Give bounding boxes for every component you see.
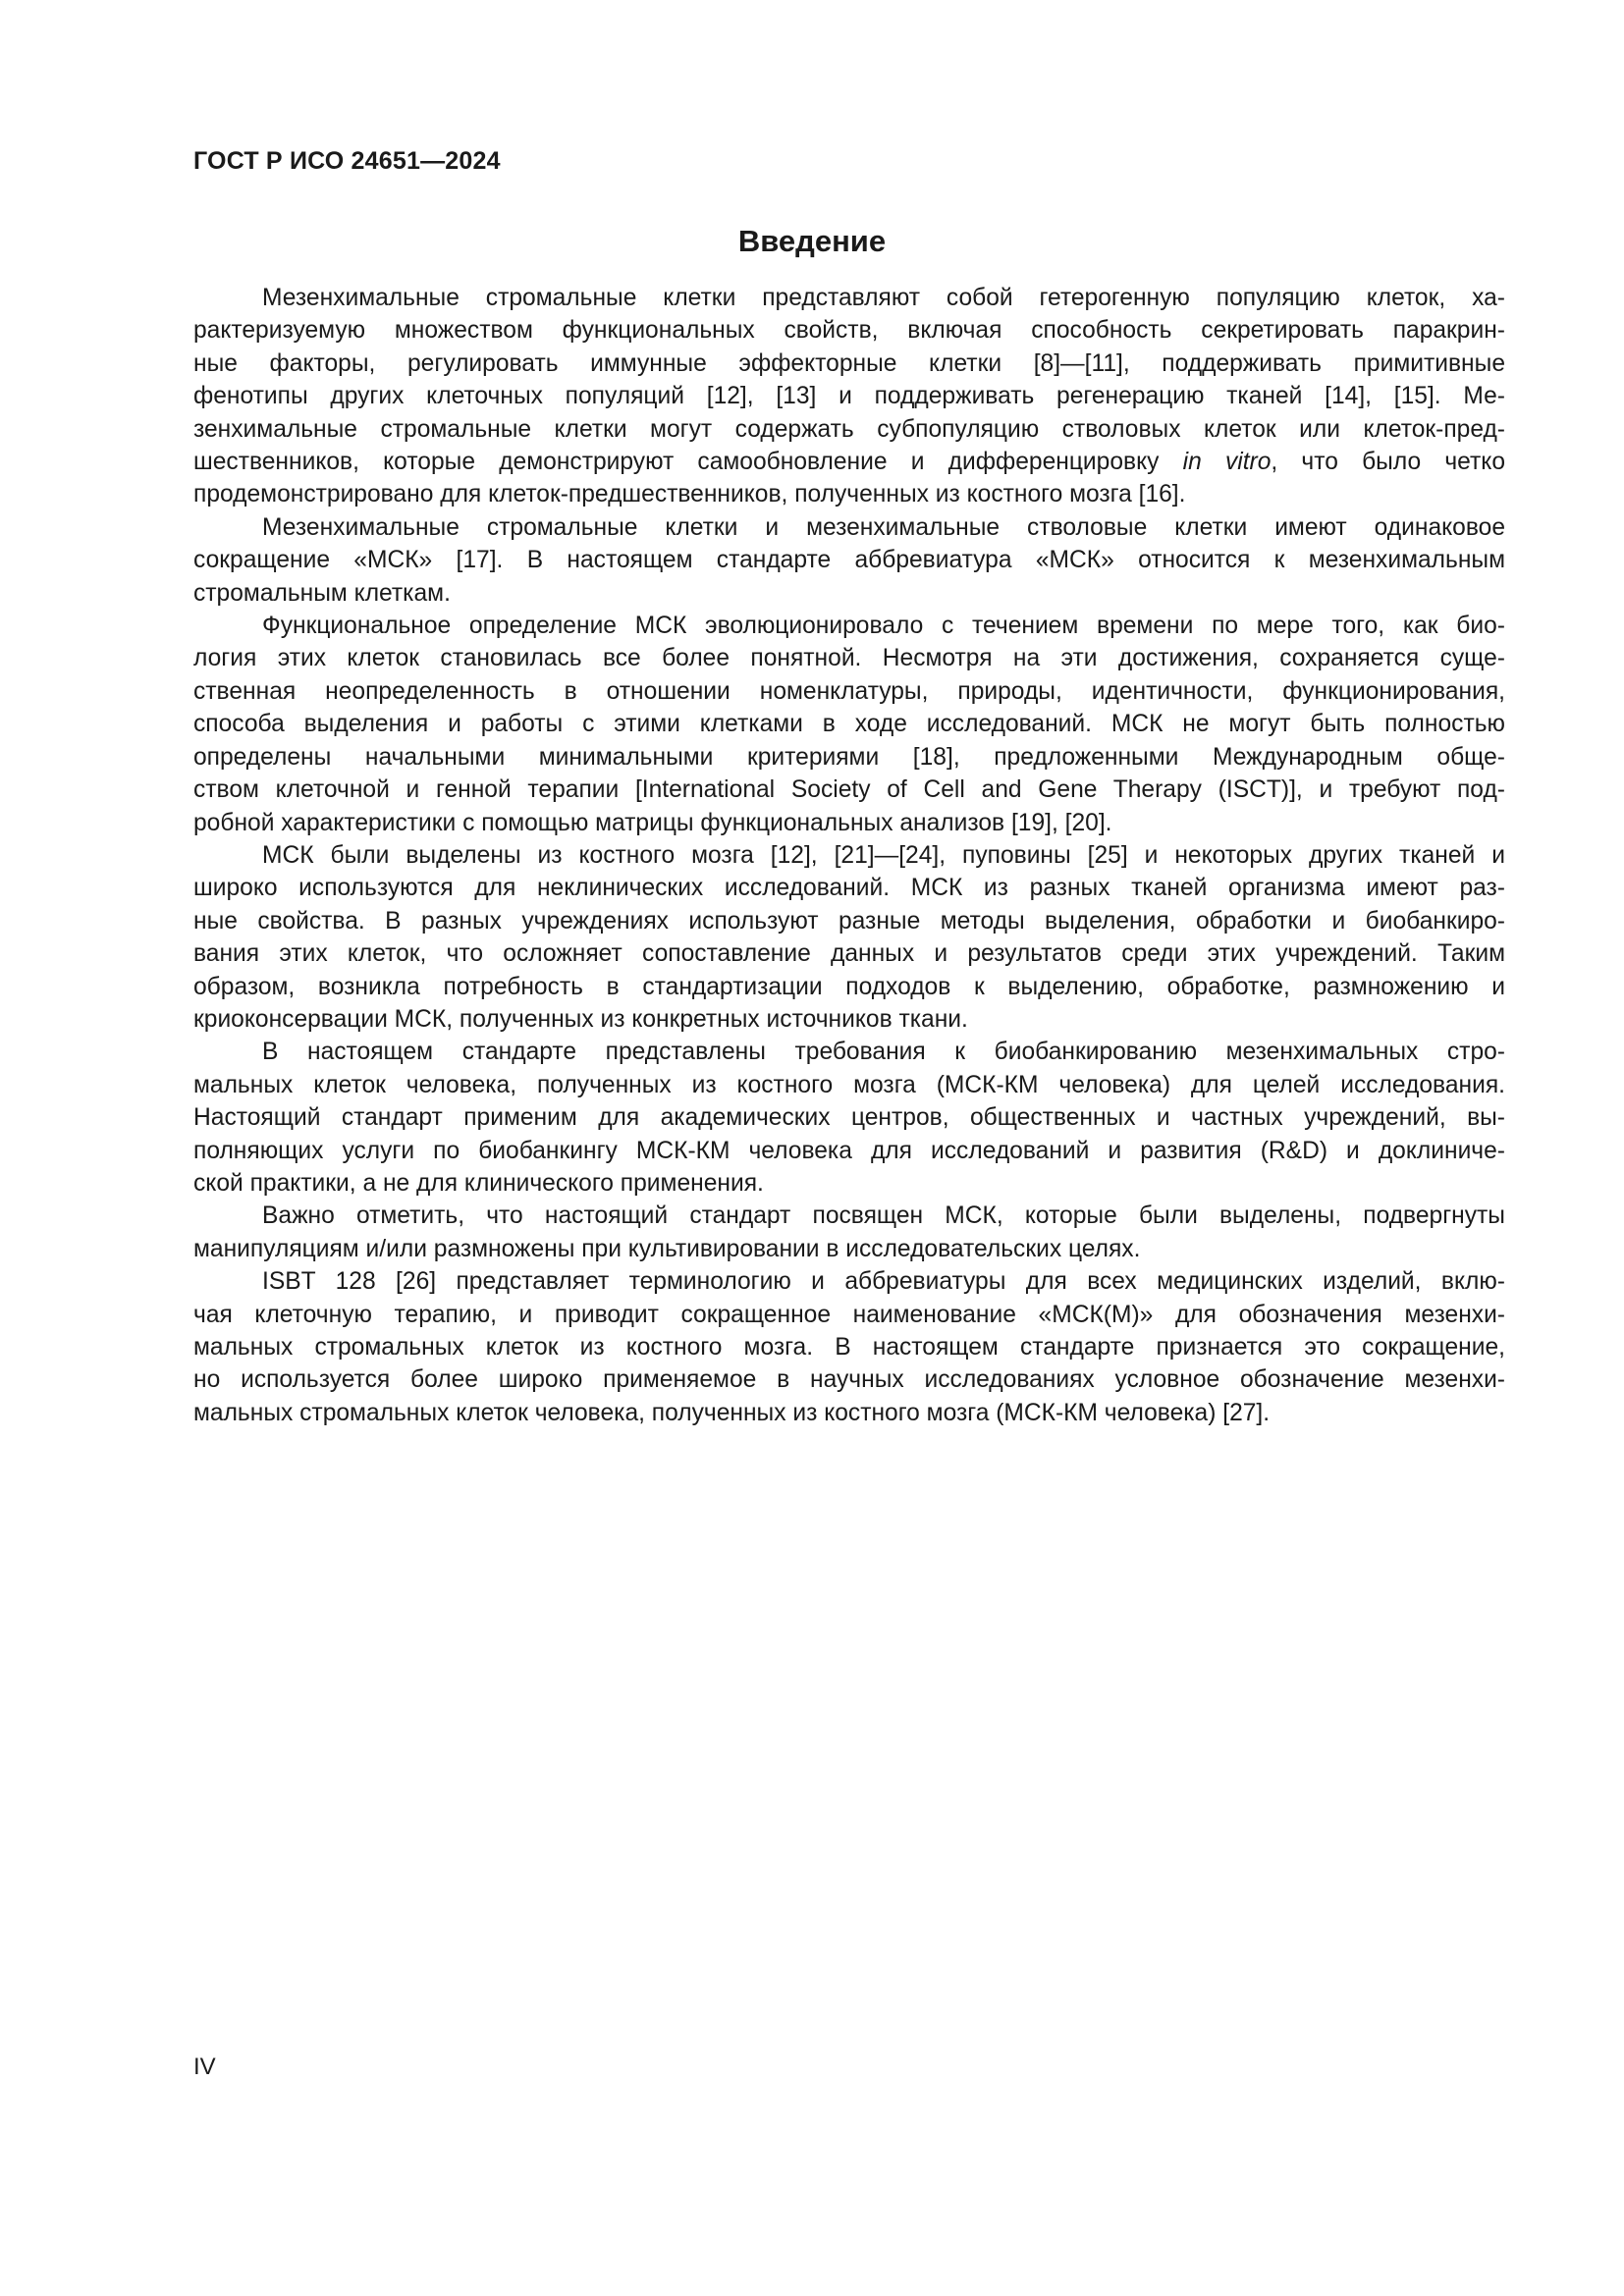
paragraph-2-line-1: Мезенхимальные стромальные клетки и мезенхимальные стволовые клетки имеют одинаковое <box>262 513 1505 541</box>
paragraph-1-line-1: Мезенхимальные стромальные клетки представляют собой гетерогенную популяцию клеток, ха- <box>262 285 1505 311</box>
paragraph-7-line-2: чая клеточную терапию, и приводит сокращенное наименование «МСК(М)» для обозначения мезенхи- <box>193 1301 1505 1328</box>
paragraph-2-line-3: стромальным клеткам. <box>193 579 451 607</box>
paragraph-5-line-5: ской практики, а не для клинического применения. <box>193 1169 764 1197</box>
paragraph-5-line-2: мальных клеток человека, полученных из костного мозга (МСК-КМ человека) для целей исследования. <box>193 1071 1505 1098</box>
paragraph-5-line-1: В настоящем стандарте представлены требования к биобанкированию мезенхимальных стро- <box>262 1039 1505 1066</box>
paragraph-3-line-4: способа выделения и работы с этими клетками в ходе исследований. МСК не могут быть полностью <box>193 711 1505 738</box>
paragraph-4-line-2: широко используются для неклинических исследований. МСК из разных тканей организма имеют раз- <box>193 875 1505 902</box>
paragraph-7-line-5: мальных стромальных клеток человека, полученных из костного мозга (МСК-КМ человека) [27]. <box>193 1399 1271 1426</box>
document-code-header: ГОСТ Р ИСО 24651—2024 <box>193 147 501 175</box>
paragraph-4-line-4: вания этих клеток, что осложняет сопоставление данных и результатов среди этих учреждений. Таким <box>193 940 1505 968</box>
paragraph-1-line-5: зенхимальные стромальные клетки могут содержать субпопуляцию стволовых клеток или клеток-пред- <box>193 415 1505 443</box>
paragraph-1-line-2: рактеризуемую множеством функциональных свойств, включая способность секретировать паракрин- <box>193 317 1505 345</box>
paragraph-1-line-4: фенотипы других клеточных популяций [12], [13] и поддерживать регенерацию тканей [14], [15]. Ме- <box>193 383 1505 410</box>
paragraph-3-line-1: Функциональное определение МСК эволюционировало с течением времени по мере того, как био- <box>262 613 1505 640</box>
paragraph-3-line-5: определены начальными минимальными критериями [18], предложенными Международным обще- <box>193 743 1505 771</box>
paragraph-1-line-6 <box>193 446 1505 478</box>
paragraph-5-line-4: полняющих услуги по биобанкингу МСК-КМ человека для исследований и развития (R&D) и доклиниче- <box>193 1137 1505 1164</box>
paragraph-7-line-1: ISBT 128 [26] представляет терминологию и аббревиатуры для всех медицинских изделий, вклю- <box>262 1268 1505 1296</box>
paragraph-6-line-2: манипуляциям и/или размножены при культивировании в исследовательских целях. <box>193 1235 1141 1262</box>
paragraph-3-line-7: робной характеристики с помощью матрицы функциональных анализов [19], [20]. <box>193 809 1112 836</box>
paragraph-1-line-3: ные факторы, регулировать иммунные эффекторные клетки [8]—[11], поддерживать примитивные <box>193 349 1505 377</box>
paragraph-1-line-7: продемонстрировано для клеток-предшественников, полученных из костного мозга [16]. <box>193 481 1186 508</box>
paragraph-4-line-3: ные свойства. В разных учреждениях используют разные методы выделения, обработки и биобанкиро- <box>193 907 1505 934</box>
paragraph-1-line-6-end: , что было четко <box>1271 449 1506 476</box>
paragraph-2-line-2: сокращение «МСК» [17]. В настоящем стандарте аббревиатура «МСК» относится к мезенхимальным <box>193 547 1505 574</box>
paragraph-4-line-5: образом, возникла потребность в стандартизации подходов к выделению, обработке, размножению и <box>193 973 1505 1000</box>
paragraph-4-line-6: криоконсервации МСК, полученных из конкретных источников ткани. <box>193 1005 968 1033</box>
paragraph-3-line-6: ством клеточной и генной терапии [International Society of Cell and Gene Therapy (ISCT)], и требуют под- <box>193 776 1505 804</box>
paragraph-7-line-3: мальных стромальных клеток из костного мозга. В настоящем стандарте признается это сокращение, <box>193 1334 1505 1361</box>
paragraph-7-line-4: но используется более широко применяемое в научных исследованиях условное обозначение мезенхи- <box>193 1366 1505 1394</box>
page-number: IV <box>193 2054 216 2080</box>
in-vitro-term: in vitro <box>1182 449 1272 476</box>
paragraph-3-line-3: ственная неопределенность в отношении номенклатуры, природы, идентичности, функционирования, <box>193 677 1505 705</box>
paragraph-4-line-1: МСК были выделены из костного мозга [12], [21]—[24], пуповины [25] и некоторых других тканей и <box>262 841 1505 869</box>
paragraph-3-line-2: логия этих клеток становилась все более понятной. Несмотря на эти достижения, сохраняется суще- <box>193 645 1505 672</box>
paragraph-6-line-1: Важно отметить, что настоящий стандарт посвящен МСК, которые были выделены, подвергнуты <box>262 1202 1505 1230</box>
paragraph-1-line-6-start: шественников, которые демонстрируют самообновление и дифференцировку <box>193 449 1183 476</box>
paragraph-5-line-3: Настоящий стандарт применим для академических центров, общественных и частных учреждений, вы- <box>193 1104 1505 1132</box>
introduction-body <box>193 282 1505 1429</box>
section-title: Введение <box>737 224 887 258</box>
